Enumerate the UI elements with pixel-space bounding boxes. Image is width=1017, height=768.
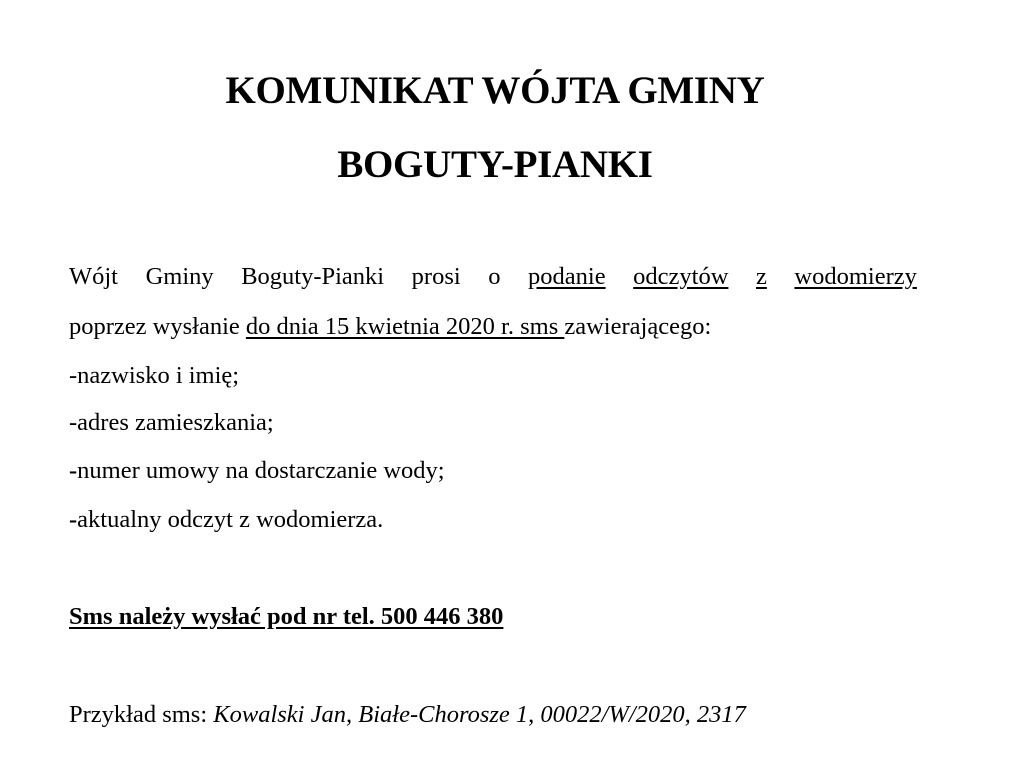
list-item-reading [69,505,383,535]
deadline-text: do dnia 15 kwietnia 2020 r. sms [245,313,565,340]
underlined-word: podanie [528,263,606,290]
word: Boguty-Pianki [241,263,385,290]
paragraph-line-1 [69,262,917,292]
list-item-name: -nazwisko i imię; [69,362,240,389]
sms-example [69,700,746,730]
word: Wójt [69,263,118,290]
word: o [488,263,501,290]
word: prosi [411,263,461,290]
list-item-text: aktualny odczyt z wodomierza. [77,506,384,533]
underlined-word: odczytów [633,263,729,290]
example-value: Kowalski Jan, Białe-Chorosze 1, 00022/W/2020, 2317 [213,701,746,728]
list-dash: - [69,457,78,484]
list-item-address: -adres zamieszkania; [69,409,274,436]
example-label: Przykład sms: [69,701,214,728]
word: Gminy [145,263,214,290]
underlined-word: wodomierzy [794,263,917,290]
list-item-contract [69,456,445,486]
page-title-line-1: KOMUNIKAT WÓJTA GMINY [225,69,765,112]
sms-phone-line: Sms należy wysłać pod nr tel. 500 446 380 [69,603,504,630]
underlined-word: z [755,263,767,290]
paragraph-line-2 [69,312,711,342]
list-dash: - [69,506,78,533]
line2-end: zawierającego: [564,313,712,340]
list-item-text: numer umowy na dostarczanie wody; [77,457,445,484]
line2-start: poprzez wysłanie [69,313,246,340]
page-title-line-2: BOGUTY-PIANKI [337,143,653,186]
